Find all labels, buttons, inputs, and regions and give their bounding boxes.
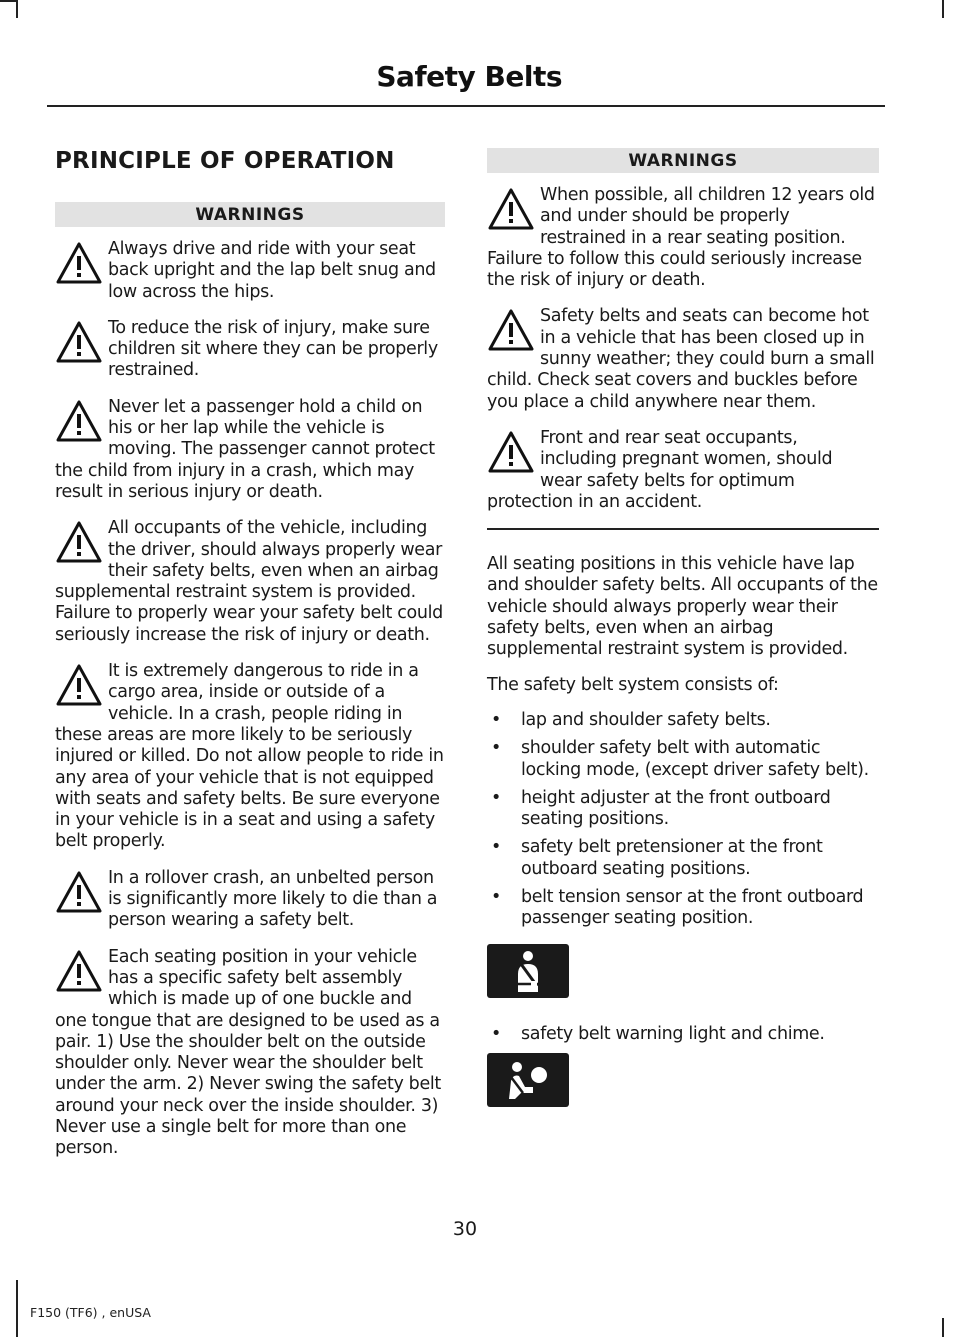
list-item: • belt tension sensor at the front outboard passenger seating position. bbox=[491, 887, 864, 929]
consists-label: The safety belt system consists of: bbox=[487, 674, 779, 695]
warning-triangle-icon bbox=[487, 430, 535, 474]
right-column bbox=[487, 148, 879, 1133]
warning-triangle-icon bbox=[55, 241, 103, 285]
belt-system-list bbox=[487, 710, 879, 930]
warning-triangle-icon bbox=[55, 520, 103, 564]
warning-item: Each seating position in your vehicle has a specific safety belt assembly which is made up of one buckle and one tongue that are designed to be used as a pair. 1) Use the shoulder belt on the outside shoulder only. Never wear the shoulder belt under the arm. 2) Never swing the safety belt around your neck over the inside shoulder. 3) Never use a single belt for more than one person. bbox=[55, 946, 441, 1159]
airbag-icon bbox=[487, 1053, 569, 1107]
list-item: • height adjuster at the front outboard seating positions. bbox=[491, 787, 831, 830]
warning-triangle-icon bbox=[55, 949, 103, 993]
warning-item: When possible, all children 12 years old and under should be properly restrained in a rear seating position. Failure to follow this could seriously increase the risk of injury or death. bbox=[487, 185, 875, 291]
list-item: • shoulder safety belt with automatic locking mode, (except driver safety belt). bbox=[491, 738, 869, 780]
crop-mark bbox=[942, 1318, 944, 1337]
warning-item: It is extremely dangerous to ride in a cargo area, inside or outside of a vehicle. In a crash, people riding in these areas are more likely to be seriously injured or killed. Do not allow people to ride in any area of your vehicle that is not equipped with seats and safety belts. Be sure everyone in your vehicle is in a seat and using a safety belt properly. bbox=[55, 661, 444, 852]
warning-triangle-icon bbox=[55, 663, 103, 707]
warning-triangle-icon bbox=[55, 870, 103, 914]
list-item: • safety belt warning light and chime. bbox=[491, 1023, 825, 1044]
list-item: • safety belt pretensioner at the front outboard seating positions. bbox=[491, 837, 823, 879]
belt-system-list-continued bbox=[487, 1024, 879, 1045]
warnings-end-divider bbox=[487, 528, 879, 530]
warning-triangle-icon bbox=[487, 187, 535, 231]
header-divider bbox=[47, 105, 885, 107]
warning-item: In a rollover crash, an unbelted person is significantly more likely to die than a person wearing a safety belt. bbox=[55, 868, 445, 932]
warning-item: Front and rear seat occupants, including pregnant women, should wear safety belts for optimum protection in an accident. bbox=[487, 427, 833, 512]
warning-item: Safety belts and seats can become hot in a vehicle that has been closed up in sunny weather; they could burn a small child. Check seat covers and buckles before you place a child anywhere near them. bbox=[487, 306, 875, 412]
list-item: • lap and shoulder safety belts. bbox=[491, 709, 771, 730]
warnings-header: WARNINGS bbox=[55, 202, 445, 227]
seatbelt-icon bbox=[487, 944, 569, 998]
left-column bbox=[55, 140, 445, 1175]
warning-item: Never let a passenger hold a child on his or her lap while the vehicle is moving. The passenger cannot protect the child from injury in a crash, which may result in serious injury or death. bbox=[55, 396, 435, 502]
page-title: Safety Belts bbox=[376, 60, 562, 93]
footer-code: F150 (TF6) , enUSA bbox=[30, 1305, 151, 1320]
warning-triangle-icon bbox=[487, 308, 535, 352]
crop-mark bbox=[16, 1280, 18, 1337]
warning-triangle-icon bbox=[55, 320, 103, 364]
warning-item: To reduce the risk of injury, make sure children sit where they can be properly restrained. bbox=[55, 318, 445, 382]
warnings-header: WARNINGS bbox=[487, 148, 879, 173]
warning-item: All occupants of the vehicle, including the driver, should always properly wear their safety belts, even when an airbag supplemental restraint system is provided. Failure to properly wear your safety belt could seriously increase the risk of injury or death. bbox=[55, 518, 443, 645]
crop-mark bbox=[0, 0, 16, 2]
warning-triangle-icon bbox=[55, 399, 103, 443]
crop-mark bbox=[942, 0, 944, 18]
intro-paragraph: All seating positions in this vehicle have lap and shoulder safety belts. All occupants of the vehicle should always properly wear their safety belts, even when an airbag supplemental restraint system is provided. bbox=[487, 554, 878, 660]
crop-mark bbox=[16, 0, 18, 18]
page-number: 30 bbox=[452, 1218, 478, 1240]
warning-item: Always drive and ride with your seat back upright and the lap belt snug and low across the hips. bbox=[55, 239, 445, 303]
section-title: PRINCIPLE OF OPERATION bbox=[55, 148, 395, 174]
